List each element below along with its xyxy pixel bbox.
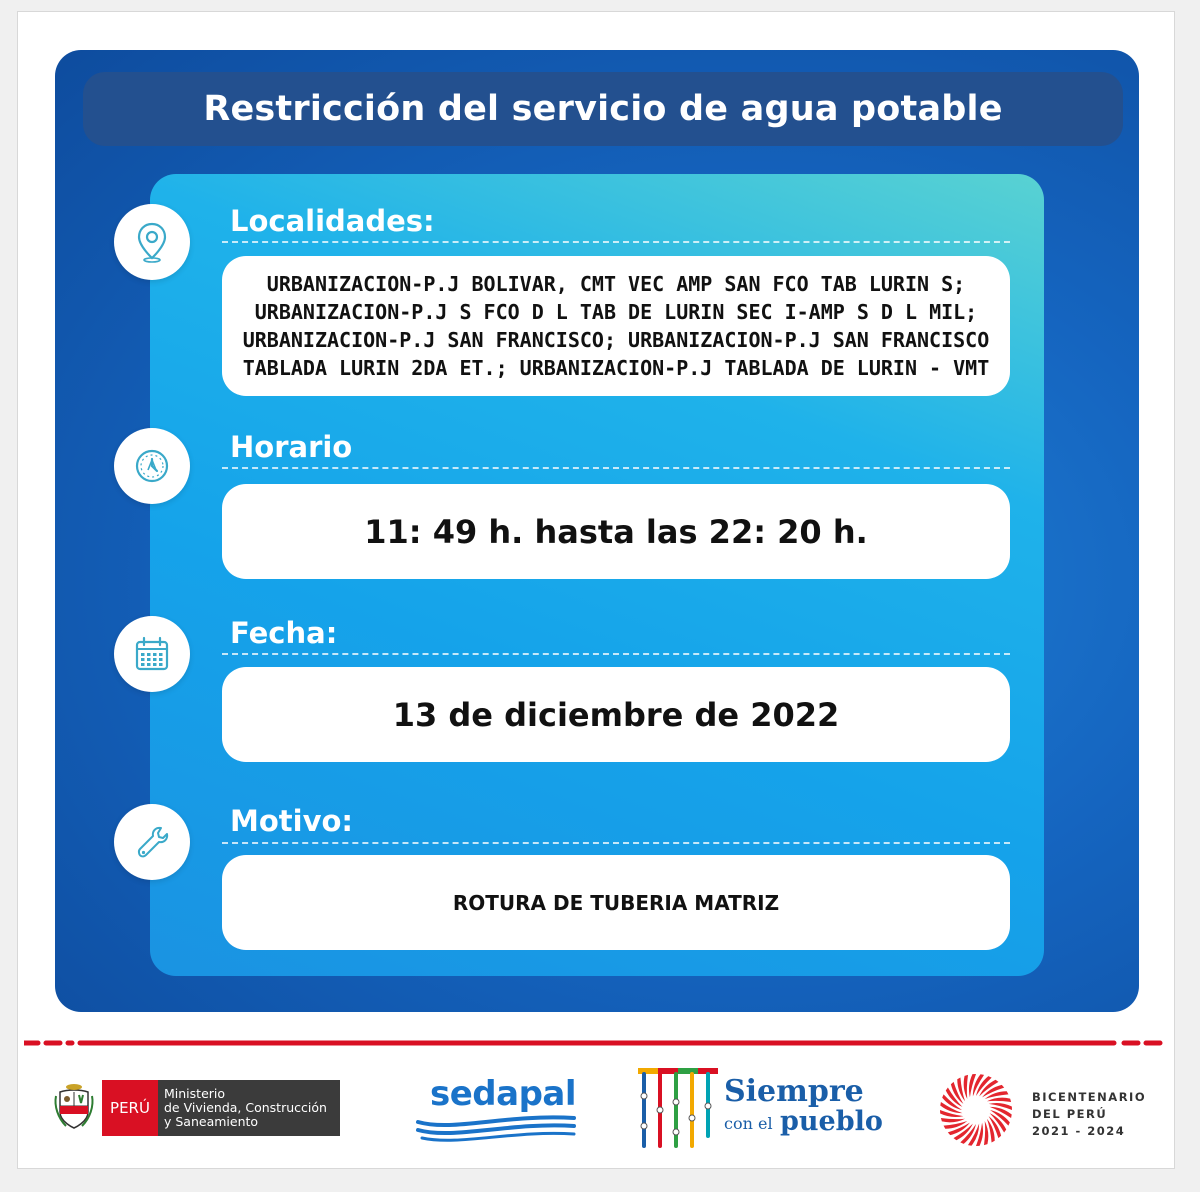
coat-of-arms-icon (52, 1082, 96, 1134)
siempre-line1: Siempre (724, 1074, 864, 1109)
horario-value: 11: 49 h. hasta las 22: 20 h. (364, 512, 868, 551)
motivo-value: ROTURA DE TUBERIA MATRIZ (452, 890, 780, 915)
bicentenario-line3: 2021 - 2024 (1032, 1124, 1126, 1138)
fecha-box (222, 667, 1010, 762)
horario-label: Horario (230, 430, 353, 464)
footer-divider (24, 1040, 1164, 1046)
bicentenario-line2: DEL PERÚ (1032, 1107, 1108, 1121)
motivo-divider (222, 842, 1010, 844)
page-title: Restricción del servicio de agua potable (203, 89, 1003, 129)
fecha-value: 13 de diciembre de 2022 (392, 695, 840, 734)
bicentenario-logo (936, 1070, 1156, 1150)
siempre-line2a: con el (724, 1114, 773, 1133)
ministerio-line2: de Vivienda, Construcción (164, 1100, 327, 1115)
motivo-label: Motivo: (230, 804, 354, 838)
sedapal-logo (414, 1074, 579, 1144)
ministerio-logo (52, 1080, 340, 1136)
sedapal-wordmark: sedapal (430, 1074, 577, 1114)
siempre-logo (636, 1066, 883, 1152)
horario-divider (222, 467, 1010, 469)
ministerio-line1: Ministerio (164, 1086, 226, 1101)
sun-ray (984, 1121, 988, 1145)
sedapal-waves-icon (414, 1112, 579, 1144)
localidades-box (222, 256, 1010, 396)
bicentenario-line1: BICENTENARIO (1032, 1090, 1147, 1104)
wrench-icon (114, 804, 190, 880)
ministerio-text (158, 1080, 340, 1136)
fecha-label: Fecha: (230, 616, 338, 650)
localidades-value: URBANIZACION-P.J BOLIVAR, CMT VEC AMP SAN FCO TAB LURIN S; URBANIZACION-P.J S FCO D L TAB DE LURIN SEC I-AMP S D L MIL; URBANIZACION-P.J SAN FRANCISCO; URBANIZACION-P.J SAN FRANCISCO TABLADA LURIN 2DA ET.; URBANIZACION-P.J TABLADA DE LURIN - VMT (242, 272, 990, 380)
localidades-label: Localidades: (230, 204, 435, 238)
siempre-line2b: pueblo (780, 1106, 883, 1137)
sun-ray (941, 1118, 965, 1122)
bicentenario-sun-icon (936, 1070, 1020, 1150)
siempre-ribbons-icon (636, 1066, 720, 1152)
sun-ray (987, 1098, 1011, 1102)
ministerio-line3: y Saneamiento (164, 1114, 259, 1129)
calendar-icon (114, 616, 190, 692)
localidades-divider (222, 241, 1010, 243)
sun-ray (964, 1075, 968, 1099)
motivo-box (222, 855, 1010, 950)
location-pin-icon (114, 204, 190, 280)
horario-box (222, 484, 1010, 579)
clock-icon (114, 428, 190, 504)
title-bar (83, 72, 1123, 146)
peru-badge: PERÚ (102, 1080, 158, 1136)
fecha-divider (222, 653, 1010, 655)
